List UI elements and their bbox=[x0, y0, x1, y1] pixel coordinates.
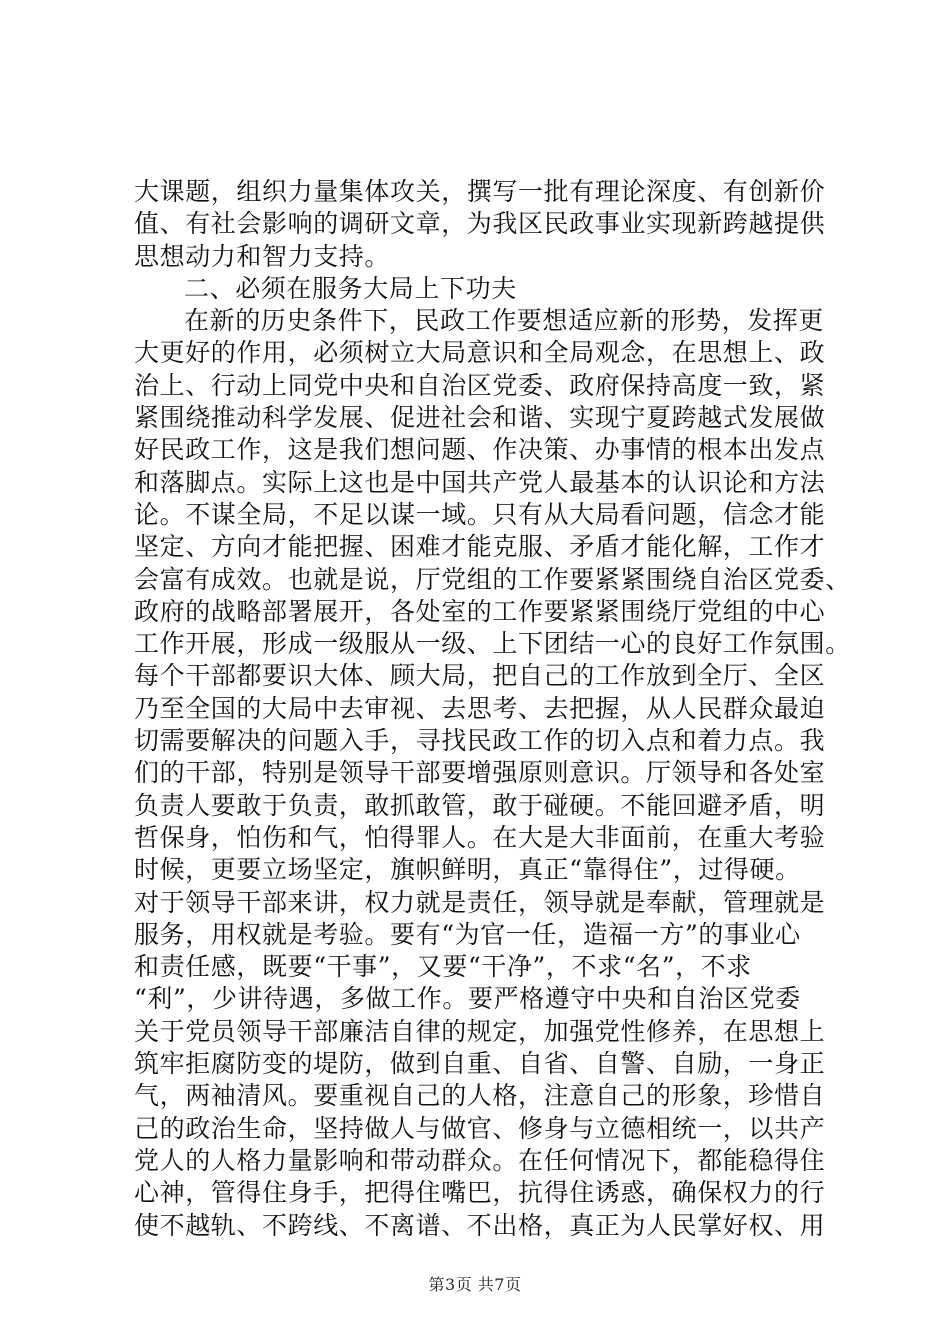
paragraph-line: 坚定、方向才能把握、困难才能克服、矛盾才能化解，工作才 bbox=[134, 532, 826, 562]
paragraph-line: 大课题，组织力量集体攻关，撰写一批有理论深度、有创新价 bbox=[134, 177, 826, 206]
paragraph-line: 对于领导干部来讲，权力就是责任，领导就是奉献，管理就是 bbox=[134, 887, 826, 917]
paragraph-line-indented: 在新的历史条件下，民政工作要想适应新的形势，发挥更 bbox=[184, 306, 825, 336]
paragraph-line: 和责任感，既要“干事”，又要“干净”，不求“名”，不求 bbox=[134, 952, 752, 982]
paragraph-line: 紧围绕推动科学发展、促进社会和谐、实现宁夏跨越式发展做 bbox=[134, 403, 826, 433]
paragraph-line: 工作开展，形成一级服从一级、上下团结一心的良好工作氛围。 bbox=[134, 629, 851, 659]
paragraph-line: 负责人要敢于负责，敢抓敢管，敢于碰硬。不能回避矛盾，明 bbox=[134, 790, 826, 820]
paragraph-line: 思想动力和智力支持。 bbox=[134, 241, 391, 271]
paragraph-line: 服务，用权就是考验。要有“为官一任，造福一方”的事业心 bbox=[134, 919, 801, 949]
paragraph-line: 筑牢拒腐防变的堤防，做到自重、自省、自警、自励，一身正 bbox=[134, 1049, 826, 1079]
paragraph-line: 时候，更要立场坚定，旗帜鲜明，真正“靠得住”，过得硬。 bbox=[134, 855, 801, 885]
page-footer: 第3页 共7页 bbox=[428, 1275, 522, 1294]
paragraph-line: 大更好的作用，必须树立大局意识和全局观念，在思想上、政 bbox=[134, 338, 826, 368]
paragraph-line: 论。不谋全局，不足以谋一域。只有从大局看问题，信念才能 bbox=[134, 499, 826, 529]
paragraph-line: “利”，少讲待遇，多做工作。要严格遵守中央和自治区党委 bbox=[134, 984, 801, 1014]
paragraph-line: 乃至全国的大局中去审视、去思考、去把握，从人民群众最迫 bbox=[134, 693, 826, 723]
paragraph-line: 值、有社会影响的调研文章，为我区民政事业实现新跨越提供 bbox=[134, 209, 826, 239]
document-body bbox=[134, 176, 851, 1242]
paragraph-line: 关于党员领导干部廉洁自律的规定，加强党性修养，在思想上 bbox=[134, 1016, 826, 1046]
paragraph-line: 治上、行动上同党中央和自治区党委、政府保持高度一致，紧 bbox=[134, 370, 826, 400]
paragraph-line: 己的政治生命，坚持做人与做官、修身与立德相统一，以共产 bbox=[134, 1113, 826, 1143]
paragraph-line: 每个干部都要识大体、顾大局，把自己的工作放到全厅、全区 bbox=[134, 661, 826, 691]
paragraph-line: 切需要解决的问题入手，寻找民政工作的切入点和着力点。我 bbox=[134, 726, 826, 756]
paragraph-line: 好民政工作，这是我们想问题、作决策、办事情的根本出发点 bbox=[134, 435, 826, 465]
paragraph-line: 党人的人格力量影响和带动群众。在任何情况下，都能稳得住 bbox=[134, 1145, 826, 1175]
paragraph-line: 使不越轨、不跨线、不离谱、不出格，真正为人民掌好权、用 bbox=[134, 1210, 826, 1240]
paragraph-line: 政府的战略部署展开，各处室的工作要紧紧围绕厅党组的中心 bbox=[134, 596, 826, 626]
paragraph-line-indented: 二、必须在服务大局上下功夫 bbox=[184, 273, 517, 303]
paragraph-line: 和落脚点。实际上这也是中国共产党人最基本的认识论和方法 bbox=[134, 467, 826, 497]
paragraph-line: 们的干部，特别是领导干部要增强原则意识。厅领导和各处室 bbox=[134, 758, 826, 788]
paragraph-line: 哲保身，怕伤和气，怕得罪人。在大是大非面前，在重大考验 bbox=[134, 822, 826, 852]
paragraph-line: 心神，管得住身手，把得住嘴巴，抗得住诱惑，确保权力的行 bbox=[134, 1178, 826, 1208]
paragraph-line: 气，两袖清风。要重视自己的人格，注意自己的形象，珍惜自 bbox=[134, 1081, 826, 1111]
paragraph-line: 会富有成效。也就是说，厅党组的工作要紧紧围绕自治区党委、 bbox=[134, 564, 851, 594]
